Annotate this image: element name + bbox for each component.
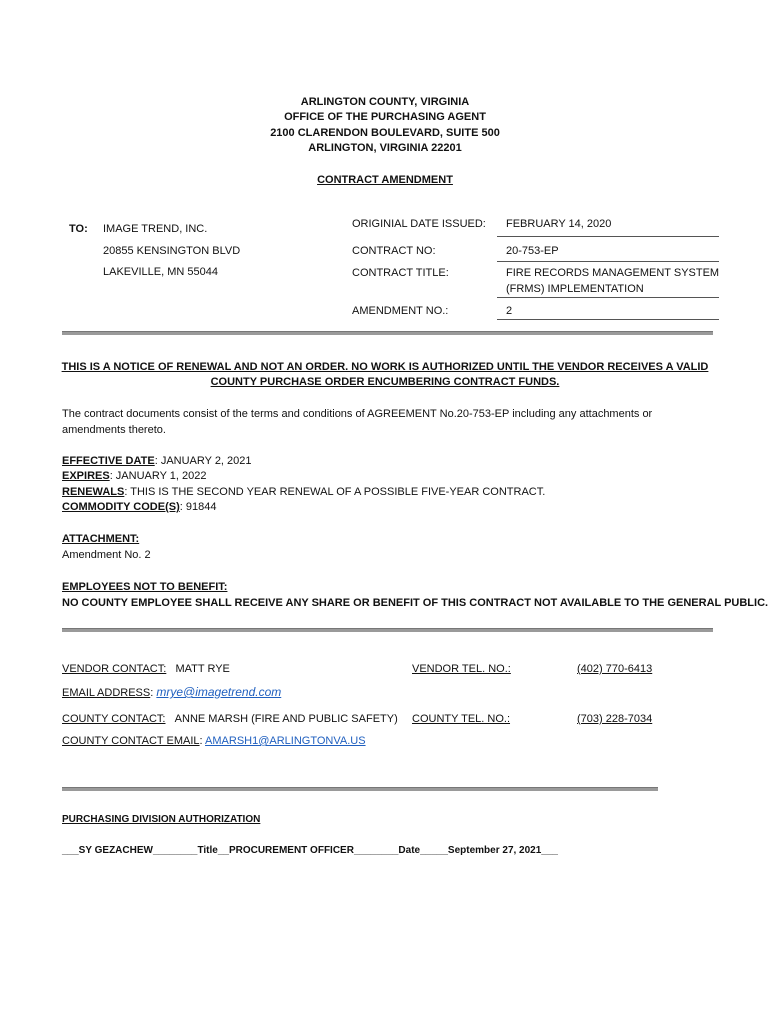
contract-no-underline xyxy=(497,261,719,262)
authorization-heading: PURCHASING DIVISION AUTHORIZATION xyxy=(62,814,261,825)
county-tel-value: (703) 228-7034 xyxy=(577,713,653,725)
county-contact-label: COUNTY CONTACT: xyxy=(62,713,166,725)
vendor-email-link[interactable]: mrye@imagetrend.com xyxy=(156,685,282,699)
county-email-colon: : xyxy=(199,735,206,747)
county-contact xyxy=(62,713,398,725)
office-address: 2100 CLARENDON BOULEVARD, SUITE 500 xyxy=(270,127,500,139)
contract-no-label: CONTRACT NO: xyxy=(352,245,436,257)
employees-statement: NO COUNTY EMPLOYEE SHALL RECEIVE ANY SHARE OR BENEFIT OF THIS CONTRACT NOT AVAILABLE TO THE GENERAL PUBLIC. xyxy=(62,597,769,609)
to-label: TO: xyxy=(69,223,88,235)
email-colon: : xyxy=(150,687,157,699)
vendor-name: IMAGE TREND, INC. xyxy=(103,223,208,235)
vendor-email xyxy=(62,685,281,699)
section-divider-3 xyxy=(62,787,658,791)
contract-no-value: 20-753-EP xyxy=(506,245,559,257)
county-email xyxy=(62,735,366,747)
section-divider-2 xyxy=(62,628,713,632)
effective-date-label: EFFECTIVE DATE xyxy=(62,455,155,467)
renewals-label: RENEWALS xyxy=(62,486,125,498)
vendor-tel-value: (402) 770-6413 xyxy=(577,663,653,675)
section-divider-1 xyxy=(62,331,713,335)
contract-title-underline xyxy=(497,297,719,298)
email-label: EMAIL ADDRESS xyxy=(62,687,151,699)
vendor-address-city: LAKEVILLE, MN 55044 xyxy=(103,266,218,278)
authorization-signature-line: ___SY GEZACHEW________Title__PROCUREMENT OFFICER________Date_____September 27, 2021___ xyxy=(62,845,558,856)
county-contact-value: ANNE MARSH (FIRE AND PUBLIC SAFETY) xyxy=(174,713,398,725)
effective-date xyxy=(62,455,252,467)
office-city: ARLINGTON, VIRGINIA 22201 xyxy=(308,142,462,154)
original-date-value: FEBRUARY 14, 2020 xyxy=(506,218,612,230)
agency-name: ARLINGTON COUNTY, VIRGINIA xyxy=(300,96,470,108)
notice-line-2: COUNTY PURCHASE ORDER ENCUMBERING CONTRACT FUNDS. xyxy=(210,376,560,388)
expires-value: : JANUARY 1, 2022 xyxy=(109,470,207,482)
vendor-contact xyxy=(62,663,230,675)
original-date-label: ORIGINIAL DATE ISSUED: xyxy=(352,218,486,230)
contract-title-value-1: FIRE RECORDS MANAGEMENT SYSTEM xyxy=(506,267,720,279)
employees-label: EMPLOYEES NOT TO BENEFIT: xyxy=(62,581,228,593)
county-email-label: COUNTY CONTACT EMAIL xyxy=(62,735,200,747)
vendor-tel-label: VENDOR TEL. NO.: xyxy=(412,663,511,675)
commodity-value: : 91844 xyxy=(179,501,217,513)
county-email-link[interactable]: AMARSH1@ARLINGTONVA.US xyxy=(205,735,366,747)
contract-title-label: CONTRACT TITLE: xyxy=(352,267,449,279)
office-name: OFFICE OF THE PURCHASING AGENT xyxy=(284,111,486,123)
date-underline xyxy=(497,236,719,237)
renewals xyxy=(62,486,545,498)
notice-line-1: THIS IS A NOTICE OF RENEWAL AND NOT AN ORDER. NO WORK IS AUTHORIZED UNTIL THE VENDOR RECEIVES A VALID xyxy=(61,361,709,373)
document-title: CONTRACT AMENDMENT xyxy=(317,174,453,186)
vendor-address-street: 20855 KENSINGTON BLVD xyxy=(103,245,241,257)
county-tel-label: COUNTY TEL. NO.: xyxy=(412,713,511,725)
vendor-contact-label: VENDOR CONTACT: xyxy=(62,663,167,675)
renewals-value: : THIS IS THE SECOND YEAR RENEWAL OF A POSSIBLE FIVE-YEAR CONTRACT. xyxy=(124,486,546,498)
expires-label: EXPIRES xyxy=(62,470,110,482)
contract-title-value-2: (FRMS) IMPLEMENTATION xyxy=(506,283,644,295)
commodity-label: COMMODITY CODE(S) xyxy=(62,501,180,513)
amendment-no-label: AMENDMENT NO.: xyxy=(352,305,449,317)
effective-date-value: : JANUARY 2, 2021 xyxy=(154,455,252,467)
amendment-no-underline xyxy=(497,319,719,320)
contract-docs-text-2: amendments thereto. xyxy=(62,424,166,436)
attachment-label: ATTACHMENT: xyxy=(62,533,140,545)
amendment-no-value: 2 xyxy=(506,305,513,317)
vendor-contact-value: MATT RYE xyxy=(175,663,230,675)
commodity-codes xyxy=(62,501,216,513)
contract-docs-text-1: The contract documents consist of the terms and conditions of AGREEMENT No.20-753-EP including any attachments or xyxy=(62,408,653,420)
expires-date xyxy=(62,470,207,482)
attachment-value: Amendment No. 2 xyxy=(62,549,151,561)
